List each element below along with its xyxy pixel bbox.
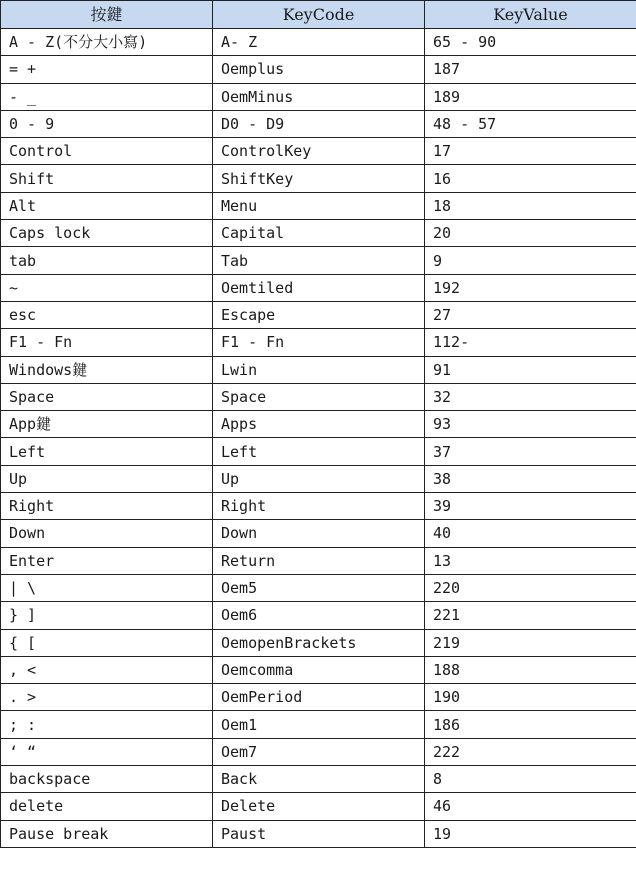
keycode-cell: Space (213, 383, 425, 410)
key-cell: Right (1, 493, 213, 520)
keycode-cell: Up (213, 465, 425, 492)
keyvalue-cell: 221 (425, 602, 636, 629)
keycode-cell: Delete (213, 793, 425, 820)
keyvalue-cell: 65 - 90 (425, 29, 636, 56)
keycode-cell: Tab (213, 247, 425, 274)
keycode-cell: A- Z (213, 29, 425, 56)
key-cell: backspace (1, 766, 213, 793)
table-row (1, 766, 636, 793)
table-row (1, 465, 636, 492)
key-cell: A - Z(不分大小寫) (1, 29, 213, 56)
table-row (1, 138, 636, 165)
keycode-cell: Paust (213, 820, 425, 847)
keycode-cell: Oem6 (213, 602, 425, 629)
key-cell: , < (1, 656, 213, 683)
keyvalue-cell: 186 (425, 711, 636, 738)
key-cell: } ] (1, 602, 213, 629)
table-row (1, 656, 636, 683)
keyvalue-cell: 220 (425, 574, 636, 601)
keycode-cell: OemPeriod (213, 684, 425, 711)
key-cell: Control (1, 138, 213, 165)
key-cell: { [ (1, 629, 213, 656)
key-cell: F1 - Fn (1, 329, 213, 356)
keyvalue-cell: 192 (425, 274, 636, 301)
keyvalue-cell: 48 - 57 (425, 110, 636, 137)
keycode-cell: Apps (213, 411, 425, 438)
key-cell: ‘ “ (1, 738, 213, 765)
table-row (1, 56, 636, 83)
key-cell: - _ (1, 83, 213, 110)
keyvalue-cell: 93 (425, 411, 636, 438)
key-cell: App鍵 (1, 411, 213, 438)
key-cell: Left (1, 438, 213, 465)
key-cell: | \ (1, 574, 213, 601)
keyvalue-cell: 91 (425, 356, 636, 383)
keycode-cell: Escape (213, 301, 425, 328)
keycode-cell: Return (213, 547, 425, 574)
table-row (1, 574, 636, 601)
table-row (1, 711, 636, 738)
keyvalue-cell: 9 (425, 247, 636, 274)
keycode-cell: Oem5 (213, 574, 425, 601)
keycode-cell: F1 - Fn (213, 329, 425, 356)
table-row (1, 301, 636, 328)
keyvalue-cell: 39 (425, 493, 636, 520)
keycode-cell: Lwin (213, 356, 425, 383)
key-cell: Down (1, 520, 213, 547)
table-row (1, 493, 636, 520)
key-cell: Windows鍵 (1, 356, 213, 383)
keyvalue-cell: 189 (425, 83, 636, 110)
keyvalue-cell: 19 (425, 820, 636, 847)
keycode-cell: Down (213, 520, 425, 547)
table-row (1, 602, 636, 629)
key-cell: = + (1, 56, 213, 83)
table-row (1, 547, 636, 574)
key-cell: Space (1, 383, 213, 410)
key-cell: Shift (1, 165, 213, 192)
keyvalue-cell: 20 (425, 220, 636, 247)
table-row (1, 165, 636, 192)
keyvalue-cell: 222 (425, 738, 636, 765)
keyvalue-cell: 8 (425, 766, 636, 793)
table-row (1, 220, 636, 247)
keyvalue-cell: 32 (425, 383, 636, 410)
keyvalue-cell: 187 (425, 56, 636, 83)
table-row (1, 192, 636, 219)
header-keycode: KeyCode (213, 1, 425, 29)
keyvalue-cell: 17 (425, 138, 636, 165)
keycode-cell: Capital (213, 220, 425, 247)
table-row (1, 684, 636, 711)
key-cell: Alt (1, 192, 213, 219)
key-cell: Enter (1, 547, 213, 574)
keycode-cell: Oem7 (213, 738, 425, 765)
keycode-cell: Back (213, 766, 425, 793)
table-row (1, 629, 636, 656)
keycode-cell: Oem1 (213, 711, 425, 738)
table-row (1, 247, 636, 274)
keyvalue-cell: 18 (425, 192, 636, 219)
key-cell: delete (1, 793, 213, 820)
table-row (1, 520, 636, 547)
key-cell: ~ (1, 274, 213, 301)
keycode-cell: D0 - D9 (213, 110, 425, 137)
keyvalue-cell: 46 (425, 793, 636, 820)
keyvalue-cell: 190 (425, 684, 636, 711)
keyvalue-cell: 188 (425, 656, 636, 683)
key-cell: Caps lock (1, 220, 213, 247)
keycode-cell: OemMinus (213, 83, 425, 110)
table-row (1, 793, 636, 820)
key-cell: . > (1, 684, 213, 711)
table-row (1, 329, 636, 356)
keycode-cell: Oemtiled (213, 274, 425, 301)
keyvalue-cell: 40 (425, 520, 636, 547)
keycode-cell: Left (213, 438, 425, 465)
key-cell: 0 - 9 (1, 110, 213, 137)
keycode-cell: Right (213, 493, 425, 520)
table-row (1, 383, 636, 410)
table-row (1, 438, 636, 465)
keycode-cell: Oemcomma (213, 656, 425, 683)
table-row (1, 83, 636, 110)
keycode-cell: ShiftKey (213, 165, 425, 192)
keyvalue-cell: 37 (425, 438, 636, 465)
table-row (1, 738, 636, 765)
header-key: 按鍵 (1, 1, 213, 29)
keyvalue-cell: 16 (425, 165, 636, 192)
keycode-cell: ControlKey (213, 138, 425, 165)
keyvalue-cell: 13 (425, 547, 636, 574)
key-cell: esc (1, 301, 213, 328)
table-row (1, 29, 636, 56)
table-row (1, 110, 636, 137)
keycode-cell: OemopenBrackets (213, 629, 425, 656)
table-row (1, 411, 636, 438)
key-cell: Up (1, 465, 213, 492)
keyvalue-cell: 27 (425, 301, 636, 328)
table-header-row (1, 1, 636, 29)
keycode-cell: Oemplus (213, 56, 425, 83)
key-cell: ; : (1, 711, 213, 738)
key-cell: tab (1, 247, 213, 274)
header-keyvalue: KeyValue (425, 1, 636, 29)
table-body (1, 29, 636, 848)
keyvalue-cell: 112- (425, 329, 636, 356)
key-cell: Pause break (1, 820, 213, 847)
keyvalue-cell: 38 (425, 465, 636, 492)
keycode-cell: Menu (213, 192, 425, 219)
table-row (1, 820, 636, 847)
keyvalue-cell: 219 (425, 629, 636, 656)
table-row (1, 356, 636, 383)
table-row (1, 274, 636, 301)
